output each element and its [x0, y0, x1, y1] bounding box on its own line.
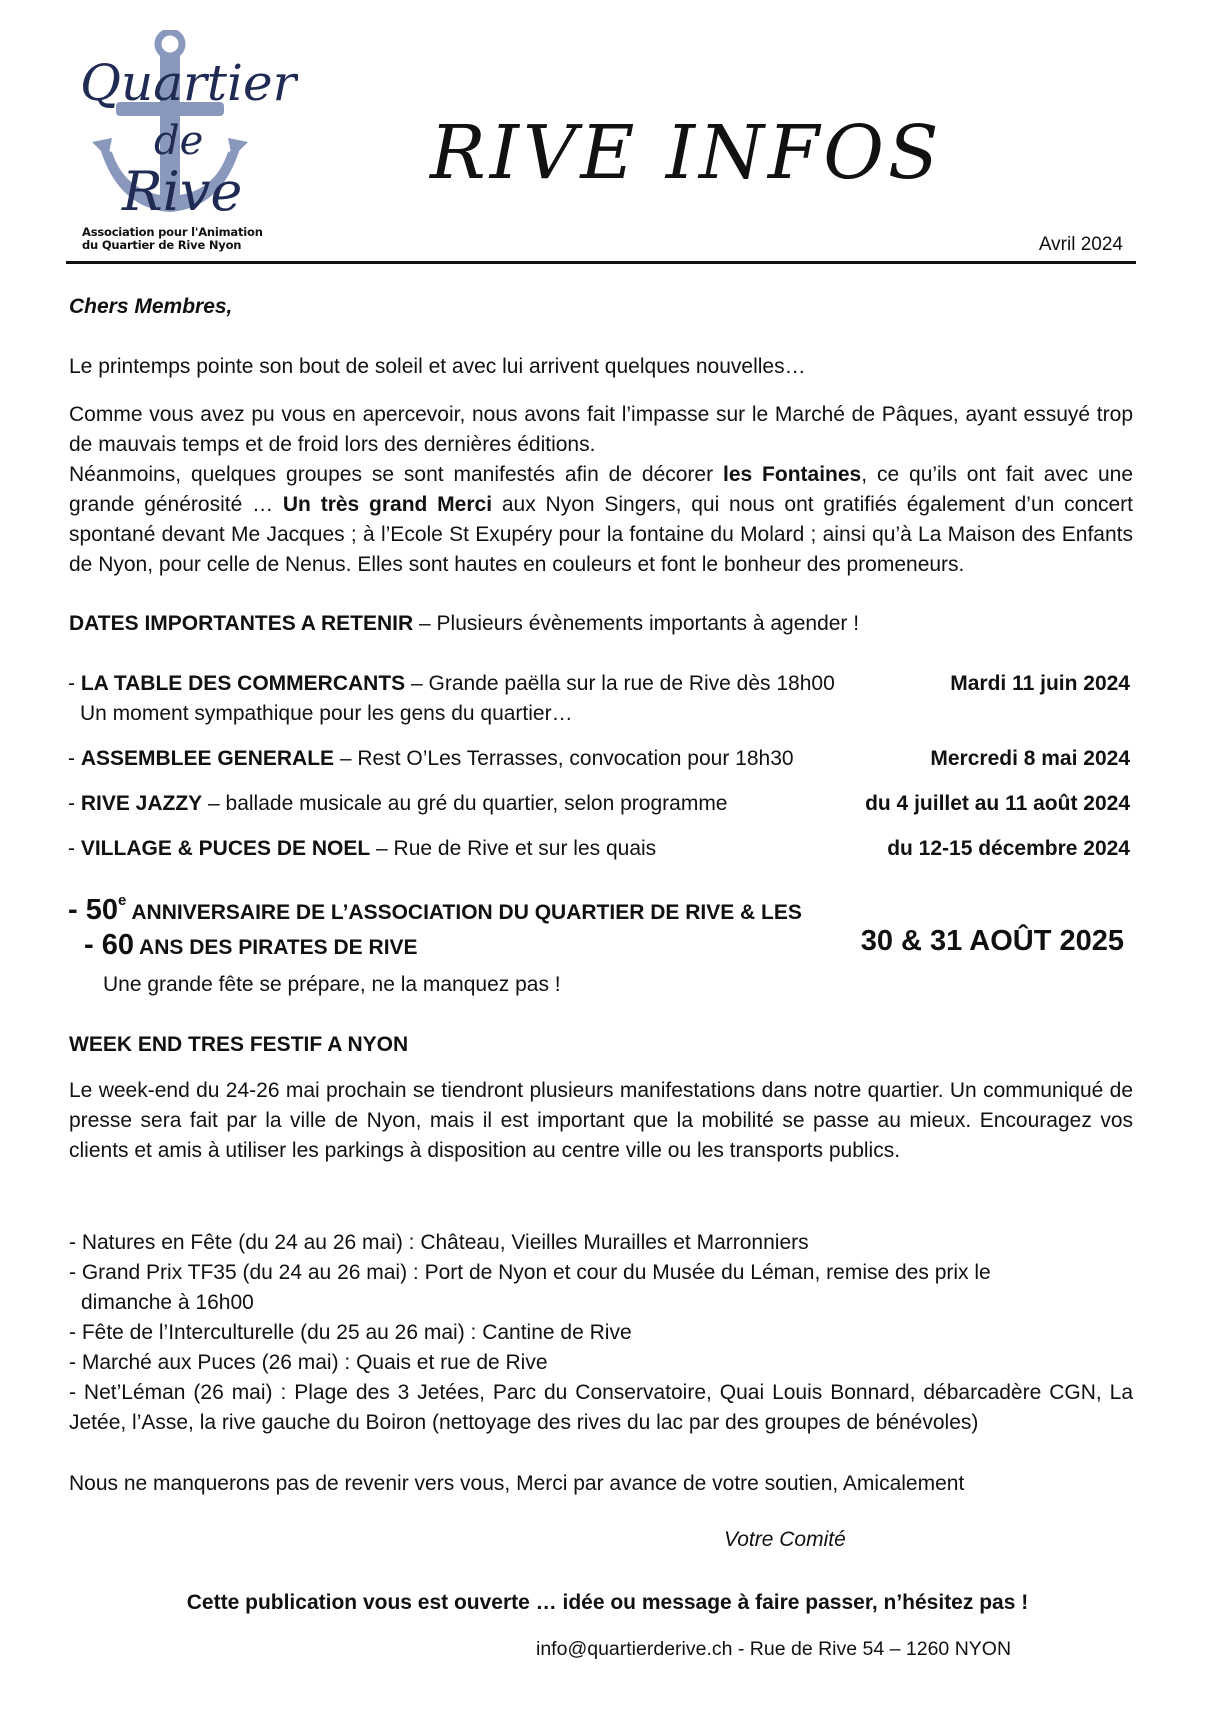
paragraph-text: Comme vous avez pu vous en apercevoir, nous avons fait l’impasse sur le Marché de Pâques, ayant essuyé trop de mauvais temps et de froid lors des dernières éditions. — [69, 403, 1133, 456]
anniversary-note: Une grande fête se prépare, ne la manquez pas ! — [103, 973, 561, 996]
event-date: du 12-15 décembre 2024 — [887, 837, 1130, 860]
event-row — [68, 744, 1130, 774]
anniversary-number: 50 — [85, 894, 118, 926]
event-dash: - — [68, 747, 81, 770]
page-title: RIVE INFOS — [430, 110, 943, 196]
list-item: - Net’Léman (26 mai) : Plage des 3 Jetées, Parc du Conservatoire, Quai Louis Bonnard, débarcadère CGN, La Jetée, l’Asse, la rive gauche du Boiron (nettoyage des rives du lac par des groupes de bénévoles) — [69, 1381, 1133, 1434]
list-item: - Marché aux Puces (26 mai) : Quais et rue de Rive — [69, 1351, 548, 1374]
weekend-paragraph: Le week-end du 24-26 mai prochain se tiendront plusieurs manifestations dans notre quartier. Un communiqué de presse sera fait par la ville de Nyon, mais il est important que la mobilité se passe au mieux. Encouragez vos clients et amis à utiliser les parkings à disposition au centre ville ou les transports publics. — [69, 1079, 1133, 1162]
logo-word-de: de — [154, 118, 204, 164]
intro-paragraph: Le printemps pointe son bout de soleil et avec lui arrivent quelques nouvelles… — [69, 355, 806, 378]
event-note: Un moment sympathique pour les gens du quartier… — [80, 702, 573, 725]
event-row — [68, 834, 1130, 864]
logo-tagline-line: Association pour l'Animation — [82, 225, 263, 239]
list-item: - Fête de l’Interculturelle (du 25 au 26 mai) : Cantine de Rive — [69, 1321, 632, 1344]
closing-text: Nous ne manquerons pas de revenir vers vous, Merci par avance de votre soutien, Amicalement — [69, 1472, 965, 1495]
event-date: Mardi 11 juin 2024 — [950, 672, 1130, 695]
event-date: du 4 juillet au 11 août 2024 — [865, 792, 1130, 815]
logo-word-quartier: Quartier — [80, 54, 297, 112]
event-row — [68, 669, 1130, 729]
event-name: LA TABLE DES COMMERCANTS — [80, 672, 406, 695]
event-name: ASSEMBLEE GENERALE — [80, 747, 335, 770]
header-divider — [66, 261, 1136, 264]
anniversary-title: ANS DES PIRATES DE RIVE — [133, 936, 418, 959]
greeting: Chers Membres, — [69, 295, 233, 318]
paragraph-text: Néanmoins, quelques groupes se sont manifestés afin de décorer — [69, 463, 723, 486]
event-name: VILLAGE & PUCES DE NOEL — [80, 837, 371, 860]
bold-text: Un très grand Merci — [282, 493, 493, 516]
contact-info: info@quartierderive.ch - Rue de Rive 54 – 1260 NYON — [536, 1638, 1012, 1660]
event-dash: - — [68, 792, 81, 815]
anniversary-number: 60 — [101, 929, 134, 961]
section-subheading: – Plusieurs évènements importants à agender ! — [413, 612, 860, 635]
logo-word-rive: Rive — [122, 160, 243, 223]
anniversary-date: 30 & 31 AOÛT 2025 — [860, 925, 1124, 957]
logo-tagline — [82, 226, 312, 252]
event-description: – ballade musicale au gré du quartier, selon programme — [202, 792, 728, 815]
anniversary-superscript: e — [117, 892, 127, 909]
event-dash: - — [68, 672, 81, 695]
dates-heading — [69, 609, 1133, 639]
bold-text: les Fontaines — [722, 463, 862, 486]
anchor-icon — [78, 30, 298, 230]
signature: Votre Comité — [724, 1528, 846, 1551]
intro-paragraph — [69, 400, 1133, 580]
event-name: RIVE JAZZY — [80, 792, 203, 815]
event-row — [68, 789, 1130, 819]
logo-tagline-line: du Quartier de Rive Nyon — [82, 238, 242, 252]
issue-date: Avril 2024 — [1038, 234, 1123, 255]
weekend-heading — [69, 1030, 1133, 1060]
section-heading: DATES IMPORTANTES A RETENIR — [69, 612, 414, 635]
section-heading: WEEK END TRES FESTIF A NYON — [69, 1033, 409, 1056]
anniversary-line-1: - 50e ANNIVERSAIRE DE L’ASSOCIATION DU QUARTIER DE RIVE & LES — [68, 892, 802, 926]
list-item: - Natures en Fête (du 24 au 26 mai) : Château, Vieilles Murailles et Marronniers — [69, 1231, 809, 1254]
anniversary-line-2: - 60 ANS DES PIRATES DE RIVE 30 & 31 AOÛT 2025 — [84, 925, 1124, 961]
weekend-list — [69, 1228, 1133, 1438]
event-date: Mercredi 8 mai 2024 — [930, 747, 1130, 770]
open-call: Cette publication vous est ouverte … idée ou message à faire passer, n’hésitez pas ! — [186, 1591, 1029, 1614]
association-logo — [78, 30, 298, 260]
event-description: – Rest O’Les Terrasses, convocation pour 18h30 — [334, 747, 794, 770]
list-item: - Grand Prix TF35 (du 24 au 26 mai) : Port de Nyon et cour du Musée du Léman, remise des prix le — [69, 1261, 991, 1284]
event-description: – Rue de Rive et sur les quais — [370, 837, 657, 860]
paragraph-text: , ce qu’ils ont fait avec une grande générosité … — [69, 463, 1134, 516]
anniversary-title: ANNIVERSAIRE DE L’ASSOCIATION DU QUARTIER DE RIVE & LES — [126, 901, 802, 924]
event-dash: - — [68, 837, 81, 860]
event-description: – Grande paëlla sur la rue de Rive dès 18h00 — [405, 672, 835, 695]
list-item-continuation: dimanche à 16h00 — [81, 1291, 254, 1314]
paragraph-text: aux Nyon Singers, qui nous ont gratifiés également d’un concert spontané devant Me Jacques ; à l’Ecole St Exupéry pour la fontaine du Molard ; ainsi qu’à La Maison des Enfants de Nyon, pour celle de Nenus. Elles sont hautes en couleurs et font le bonheur des promeneurs. — [69, 493, 1133, 576]
